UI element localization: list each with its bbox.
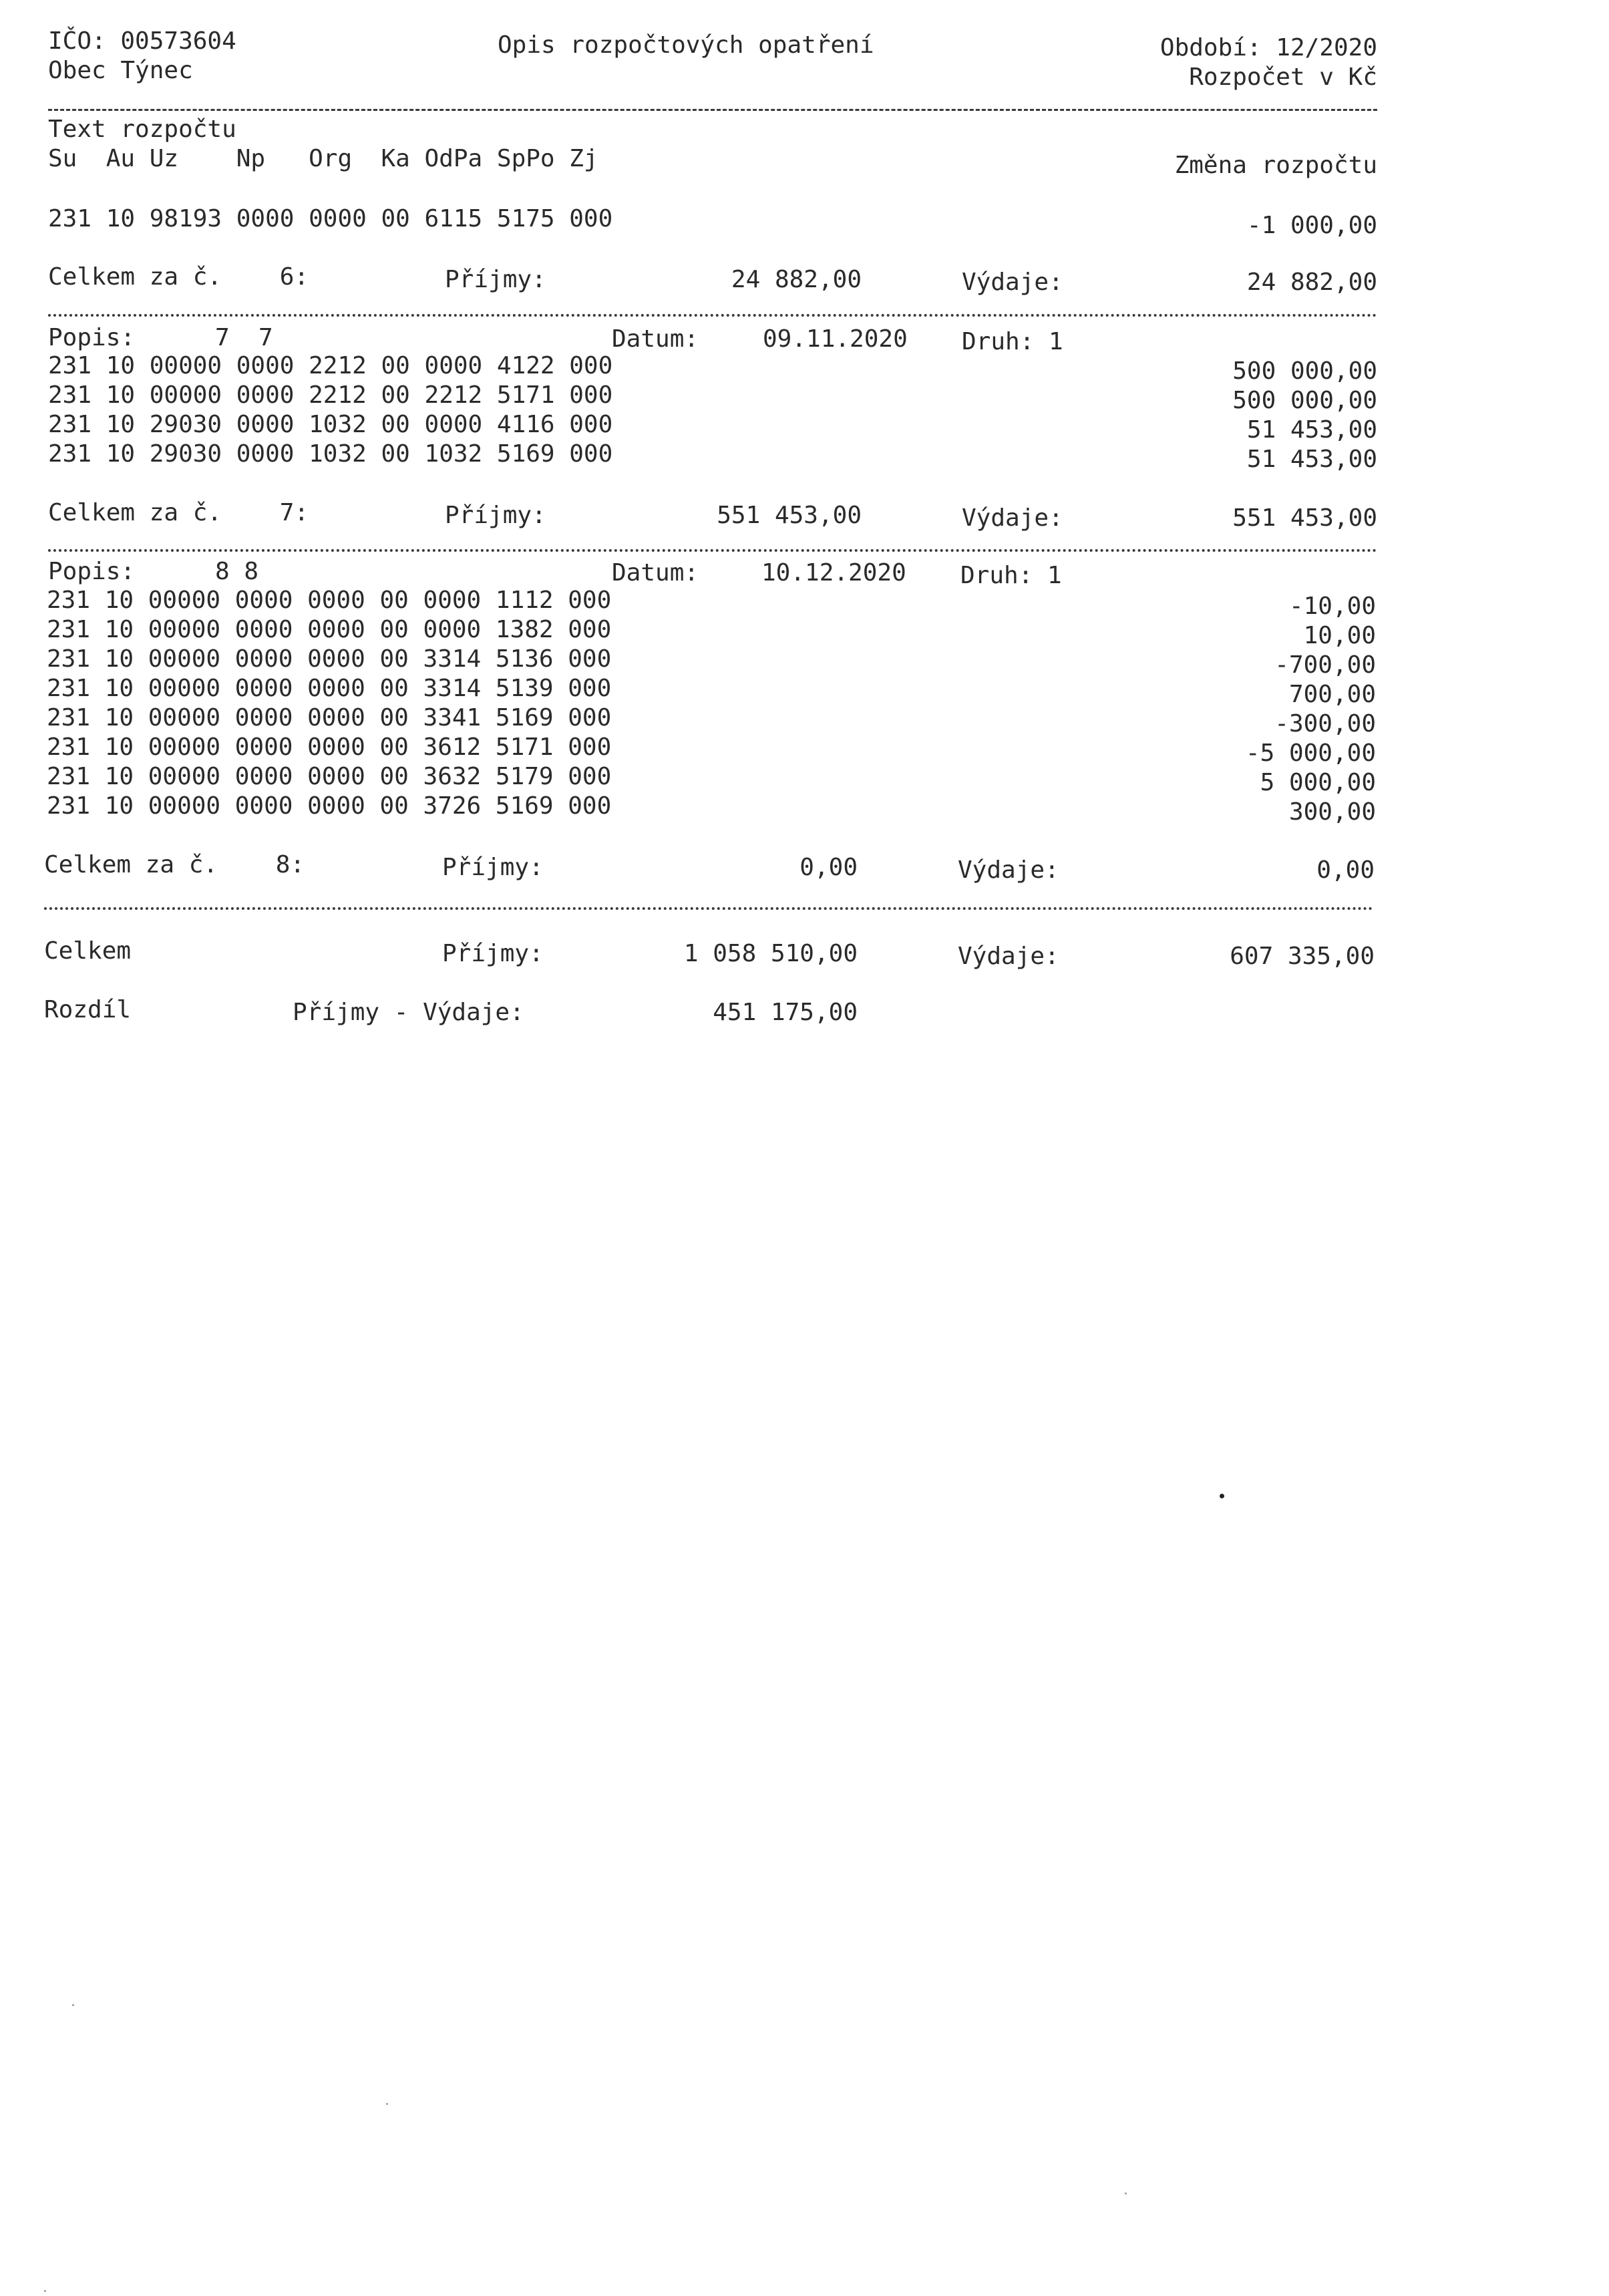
grand-total-vydaje-label: Výdaje: <box>958 943 1059 970</box>
budget-row-amount: 300,00 <box>1288 798 1376 826</box>
header-separator <box>48 109 1377 111</box>
difference-label: Rozdíl <box>44 996 132 1023</box>
section8-vydaje-value: 0,00 <box>1316 856 1375 884</box>
section8-datum-value: 10.12.2020 <box>761 559 906 587</box>
section7-prijmy-value: 551 453,00 <box>717 502 862 529</box>
text-rozpoctu-label: Text rozpočtu <box>48 116 236 143</box>
period: Období: 12/2020 <box>1159 34 1377 61</box>
section7-druh: Druh: 1 <box>962 328 1063 355</box>
section8-popis-value: 8 8 <box>215 558 259 585</box>
budget-row-code: 231 10 00000 0000 2212 00 2212 5171 000 <box>48 381 613 409</box>
scan-speck <box>44 2290 46 2292</box>
section7-vydaje-value: 551 453,00 <box>1232 504 1377 532</box>
budget-row-code: 231 10 00000 0000 2212 00 0000 4122 000 <box>48 352 613 379</box>
section7-popis-value: 7 7 <box>215 324 273 351</box>
section6-prijmy-label: Příjmy: <box>445 266 546 293</box>
budget-row-code: 231 10 00000 0000 0000 00 3341 5169 000 <box>47 704 612 731</box>
budget-row-code: 231 10 98193 0000 0000 00 6115 5175 000 <box>48 205 613 232</box>
section7-separator <box>48 549 1377 552</box>
scan-speck <box>1220 1494 1224 1498</box>
section6-prijmy-value: 24 882,00 <box>731 266 862 293</box>
scan-speck <box>386 2103 388 2105</box>
budget-row-code: 231 10 00000 0000 0000 00 3314 5139 000 <box>47 675 612 702</box>
section8-total-label: Celkem za č. 8: <box>44 851 305 878</box>
budget-row-code: 231 10 00000 0000 0000 00 3612 5171 000 <box>47 733 612 761</box>
change-column-header: Změna rozpočtu <box>1174 152 1377 179</box>
budget-row-code: 231 10 29030 0000 1032 00 0000 4116 000 <box>48 411 613 438</box>
municipality-name: Obec Týnec <box>48 57 193 84</box>
budget-row-amount: 700,00 <box>1288 681 1376 708</box>
currency-note: Rozpočet v Kč <box>1189 63 1377 91</box>
section8-prijmy-value: 0,00 <box>799 854 858 881</box>
document-title: Opis rozpočtových opatření <box>498 31 874 59</box>
section8-druh: Druh: 1 <box>960 562 1062 589</box>
scan-speck <box>72 2004 74 2006</box>
budget-row-amount: -5 000,00 <box>1245 740 1376 767</box>
budget-row-amount: 5 000,00 <box>1260 769 1376 796</box>
section8-datum-label: Datum: <box>612 559 699 587</box>
grand-total-label: Celkem <box>44 937 132 965</box>
section7-datum-label: Datum: <box>612 325 699 353</box>
budget-row-amount: 51 453,00 <box>1246 416 1377 444</box>
section8-separator <box>44 907 1373 910</box>
section7-total-label: Celkem za č. 7: <box>48 499 309 526</box>
budget-row-amount: 10,00 <box>1303 622 1376 649</box>
budget-row-code: 231 10 00000 0000 0000 00 3632 5179 000 <box>47 763 612 790</box>
section8-vydaje-label: Výdaje: <box>958 856 1059 884</box>
budget-row-amount: -10,00 <box>1288 593 1376 620</box>
section6-vydaje-label: Výdaje: <box>962 269 1063 296</box>
grand-total-prijmy-label: Příjmy: <box>442 940 544 967</box>
ico-number: IČO: 00573604 <box>48 27 236 55</box>
section6-total-label: Celkem za č. 6: <box>48 263 309 291</box>
budget-row-amount: 500 000,00 <box>1232 387 1377 414</box>
budget-row-amount: -1 000,00 <box>1246 212 1377 239</box>
difference-value: 451 175,00 <box>713 999 858 1026</box>
scan-speck <box>1125 2192 1127 2194</box>
difference-formula: Příjmy - Výdaje: <box>293 999 524 1026</box>
section6-separator <box>48 314 1377 317</box>
section7-popis-label: Popis: <box>48 324 136 351</box>
column-headers: Su Au Uz Np Org Ka OdPa SpPo Zj <box>48 145 598 172</box>
budget-row-code: 231 10 00000 0000 0000 00 3314 5136 000 <box>47 645 612 673</box>
budget-row-amount: 51 453,00 <box>1246 446 1377 473</box>
budget-row-amount: -700,00 <box>1274 651 1376 679</box>
budget-row-code: 231 10 00000 0000 0000 00 0000 1382 000 <box>47 616 612 643</box>
section8-popis-label: Popis: <box>48 558 136 585</box>
budget-row-amount: -300,00 <box>1274 710 1376 737</box>
budget-row-code: 231 10 00000 0000 0000 00 3726 5169 000 <box>47 792 612 820</box>
section7-vydaje-label: Výdaje: <box>962 504 1063 532</box>
budget-row-code: 231 10 29030 0000 1032 00 1032 5169 000 <box>48 440 613 468</box>
section7-prijmy-label: Příjmy: <box>445 502 546 529</box>
section6-vydaje-value: 24 882,00 <box>1246 269 1377 296</box>
section7-datum-value: 09.11.2020 <box>763 325 908 353</box>
grand-total-prijmy-value: 1 058 510,00 <box>683 940 858 967</box>
budget-row-code: 231 10 00000 0000 0000 00 0000 1112 000 <box>47 587 612 614</box>
section8-prijmy-label: Příjmy: <box>442 854 544 881</box>
budget-row-amount: 500 000,00 <box>1232 357 1377 385</box>
grand-total-vydaje-value: 607 335,00 <box>1230 943 1375 970</box>
